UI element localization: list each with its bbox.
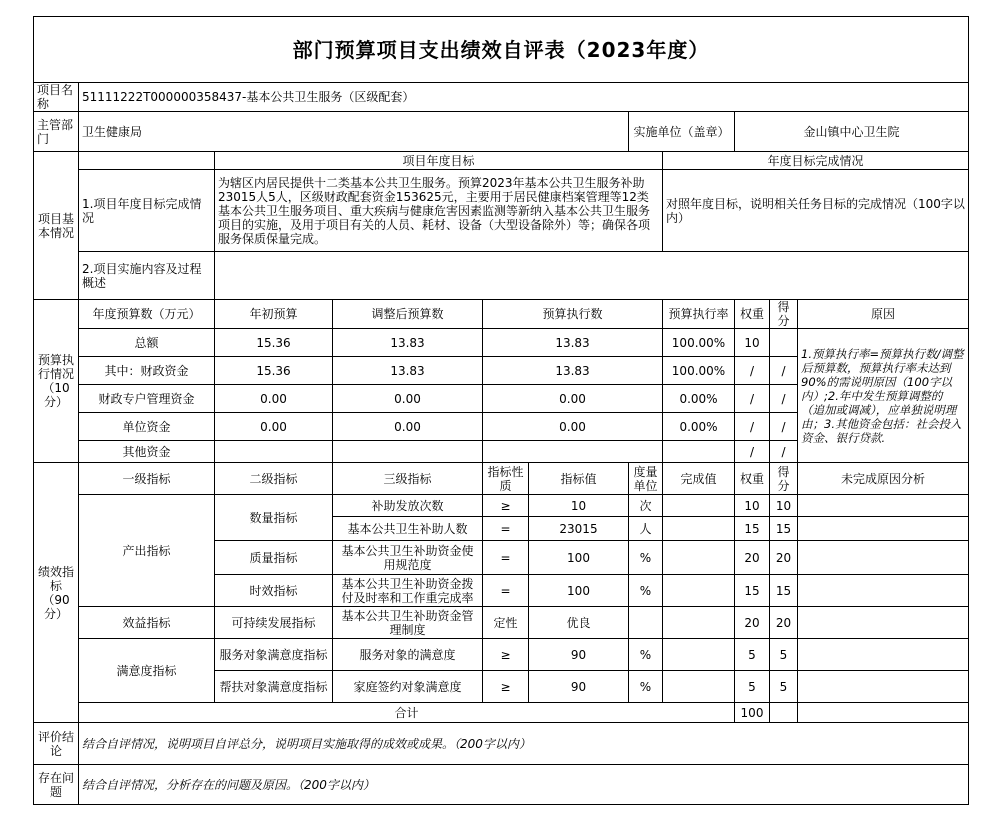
table-row [34,495,969,517]
indicator-value: 23015 [529,517,629,541]
level1-output: 产出指标 [79,495,215,607]
target-header: 项目年度目标 [215,152,663,170]
budget-score: / [770,441,798,463]
indicator-nature: = [483,517,529,541]
perf-section-label: 绩效指标（90分） [34,463,79,723]
unfinished-reason [798,639,969,671]
total-score [770,703,798,723]
impl-unit-value: 金山镇中心卫生院 [735,112,969,152]
perf-header: 二级指标 [215,463,333,495]
indicator-unit: % [629,541,663,575]
budget-row-label: 其他资金 [79,441,215,463]
budget-weight: / [735,441,770,463]
budget-score: / [770,413,798,441]
problems-label: 存在问题 [34,765,79,805]
total-weight: 100 [735,703,770,723]
level2-service-sat: 服务对象满意度指标 [215,639,333,671]
level3-indicator: 补助发放次数 [333,495,483,517]
unfinished-reason [798,495,969,517]
budget-adjusted: 13.83 [333,357,483,385]
budget-rate: 100.00% [663,329,735,357]
budget-section-label: 预算执行情况（10分） [34,300,79,463]
completion-header: 年度目标完成情况 [663,152,969,170]
unfinished-reason [798,517,969,541]
budget-initial: 0.00 [215,385,333,413]
perf-header: 得分 [770,463,798,495]
indicator-unit: 人 [629,517,663,541]
budget-initial: 0.00 [215,413,333,441]
indicator-unit [629,607,663,639]
target-text: 为辖区内居民提供十二类基本公共卫生服务。预算2023年基本公共卫生服务补助23015人5人，区级财政配套资金153625元，主要用于居民健康档案管理等12类基本公共卫生服务项目、重大疾病与健康危害因素监测等新纳入基本公共卫生服务项目的实施，及用于项目有关的人员、耗材、设备（大型设备除外）等；确保各项服务保质保量完成。 [215,170,663,252]
indicator-unit: 次 [629,495,663,517]
total-label: 合计 [79,703,735,723]
level3-indicator: 家庭签约对象满意度 [333,671,483,703]
problems-text: 结合自评情况，分析存在的问题及原因。（200字以内） [79,765,969,805]
dept-label: 主管部门 [34,112,79,152]
indicator-nature: = [483,575,529,607]
budget-row-label: 总额 [79,329,215,357]
perf-header: 未完成原因分析 [798,463,969,495]
page-title: 部门预算项目支出绩效自评表（2023年度） [34,17,969,83]
perf-header: 一级指标 [79,463,215,495]
budget-header: 年度预算数（万元） [79,300,215,329]
evaluation-sheet [33,16,969,805]
budget-header: 得分 [770,300,798,329]
indicator-score: 20 [770,541,798,575]
conclusion-text: 结合自评情况，说明项目自评总分，说明项目实施取得的成效或成果。（200字以内） [79,723,969,765]
indicator-value: 100 [529,575,629,607]
budget-rate: 0.00% [663,385,735,413]
impl-unit-label: 实施单位（盖章） [629,112,735,152]
level1-benefit: 效益指标 [79,607,215,639]
basic-header-blank [79,152,215,170]
budget-row-label: 其中：财政资金 [79,357,215,385]
perf-header: 指标值 [529,463,629,495]
process-value [215,252,969,300]
total-row [34,703,969,723]
budget-header: 年初预算 [215,300,333,329]
budget-weight: / [735,385,770,413]
indicator-unit: % [629,639,663,671]
target-row-label: 1.项目年度目标完成情况 [79,170,215,252]
indicator-done [663,607,735,639]
budget-reason-note: 1.预算执行率=预算执行数/调整后预算数，预算执行率未达到90%的需说明原因（100字以内）;2.年中发生预算调整的（追加或调减），应单独说明理由；3.其他资金包括：社会投入资金、银行贷款. [798,329,969,463]
indicator-value: 优良 [529,607,629,639]
table-row [34,329,969,357]
budget-header: 预算执行数 [483,300,663,329]
unfinished-reason [798,575,969,607]
indicator-score: 10 [770,495,798,517]
project-name-label: 项目名称 [34,83,79,112]
unfinished-reason [798,671,969,703]
dept-value: 卫生健康局 [79,112,629,152]
process-row-label: 2.项目实施内容及过程概述 [79,252,215,300]
unfinished-reason [798,607,969,639]
indicator-score: 20 [770,607,798,639]
indicator-nature: ≥ [483,639,529,671]
indicator-done [663,541,735,575]
budget-rate: 0.00% [663,413,735,441]
unfinished-reason [798,541,969,575]
indicator-nature: ≥ [483,495,529,517]
basic-section-label: 项目基本情况 [34,152,79,300]
budget-weight: / [735,357,770,385]
indicator-weight: 15 [735,517,770,541]
budget-rate [663,441,735,463]
indicator-value: 90 [529,671,629,703]
indicator-done [663,495,735,517]
level3-indicator: 基本公共卫生补助资金使用规范度 [333,541,483,575]
budget-executed: 13.83 [483,357,663,385]
budget-header: 权重 [735,300,770,329]
indicator-score: 15 [770,517,798,541]
level3-indicator: 基本公共卫生补助人数 [333,517,483,541]
indicator-weight: 5 [735,671,770,703]
indicator-done [663,517,735,541]
budget-weight: 10 [735,329,770,357]
indicator-done [663,671,735,703]
budget-initial [215,441,333,463]
project-name-value: 51111222T000000358437-基本公共卫生服务（区级配套） [79,83,969,112]
indicator-weight: 10 [735,495,770,517]
budget-initial: 15.36 [215,357,333,385]
indicator-score: 5 [770,671,798,703]
indicator-weight: 5 [735,639,770,671]
perf-header: 权重 [735,463,770,495]
budget-executed: 13.83 [483,329,663,357]
indicator-value: 100 [529,541,629,575]
level2-help-sat: 帮扶对象满意度指标 [215,671,333,703]
budget-executed [483,441,663,463]
indicator-score: 15 [770,575,798,607]
total-reason [798,703,969,723]
budget-row-label: 单位资金 [79,413,215,441]
indicator-nature: = [483,541,529,575]
budget-rate: 100.00% [663,357,735,385]
indicator-done [663,575,735,607]
level2-quality: 质量指标 [215,541,333,575]
indicator-weight: 20 [735,607,770,639]
budget-executed: 0.00 [483,413,663,441]
completion-text: 对照年度目标，说明相关任务目标的完成情况（100字以内） [663,170,969,252]
budget-header: 预算执行率 [663,300,735,329]
indicator-value: 90 [529,639,629,671]
perf-header: 完成值 [663,463,735,495]
level3-indicator: 服务对象的满意度 [333,639,483,671]
perf-header: 指标性质 [483,463,529,495]
indicator-done [663,639,735,671]
level2-timeliness: 时效指标 [215,575,333,607]
budget-header: 调整后预算数 [333,300,483,329]
indicator-nature: ≥ [483,671,529,703]
budget-adjusted: 0.00 [333,413,483,441]
budget-score [770,329,798,357]
indicator-score: 5 [770,639,798,671]
level1-satisfaction: 满意度指标 [79,639,215,703]
budget-executed: 0.00 [483,385,663,413]
budget-score: / [770,357,798,385]
indicator-unit: % [629,671,663,703]
level3-indicator: 基本公共卫生补助资金拨付及时率和工作重完成率 [333,575,483,607]
indicator-weight: 15 [735,575,770,607]
level2-sustain: 可持续发展指标 [215,607,333,639]
budget-adjusted [333,441,483,463]
indicator-weight: 20 [735,541,770,575]
indicator-value: 10 [529,495,629,517]
perf-header: 度量单位 [629,463,663,495]
table-row [34,607,969,639]
level2-quantity: 数量指标 [215,495,333,541]
budget-weight: / [735,413,770,441]
evaluation-table [33,16,969,805]
budget-adjusted: 13.83 [333,329,483,357]
indicator-nature: 定性 [483,607,529,639]
budget-header: 原因 [798,300,969,329]
table-row [34,639,969,671]
indicator-unit: % [629,575,663,607]
budget-row-label: 财政专户管理资金 [79,385,215,413]
budget-score: / [770,385,798,413]
budget-initial: 15.36 [215,329,333,357]
level3-indicator: 基本公共卫生补助资金管理制度 [333,607,483,639]
perf-header: 三级指标 [333,463,483,495]
conclusion-label: 评价结论 [34,723,79,765]
budget-adjusted: 0.00 [333,385,483,413]
